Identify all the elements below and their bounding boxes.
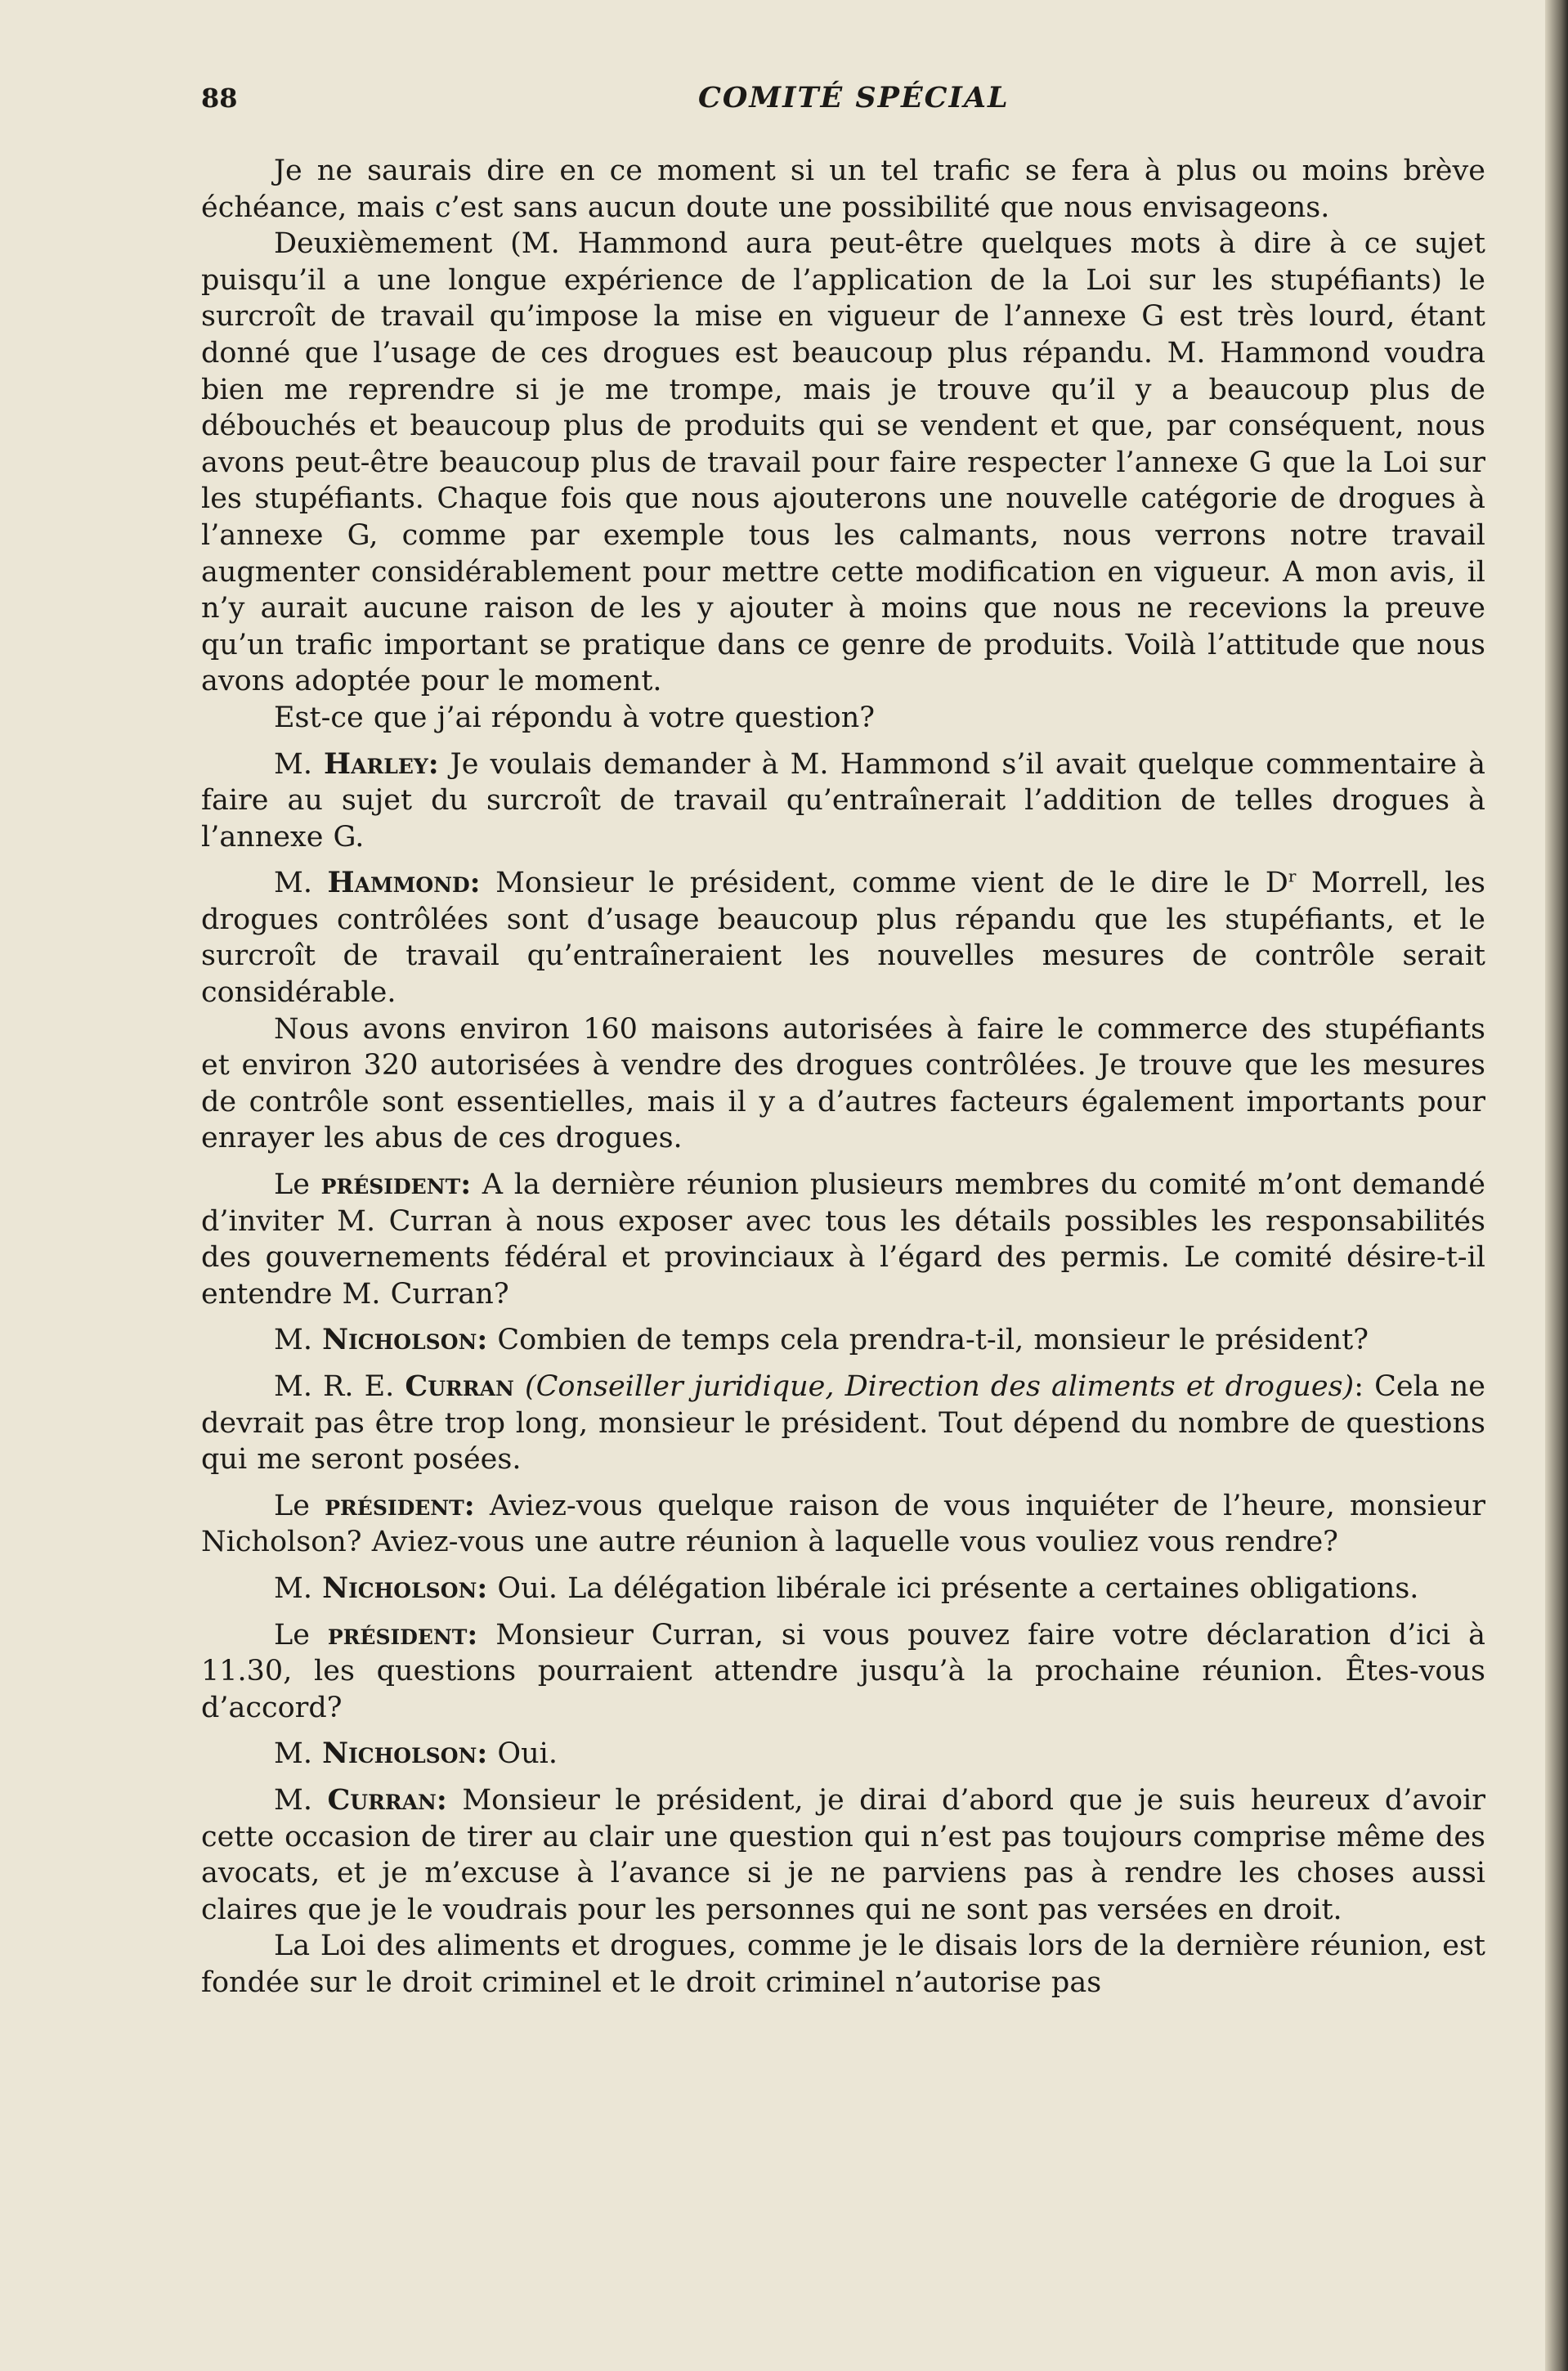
speaker-prefix: Le: [274, 1168, 321, 1202]
speaker-paragraph: [201, 1782, 1485, 1928]
speaker-name: Harley:: [324, 746, 439, 781]
speaker-paragraph: [201, 1736, 1485, 1773]
speaker-prefix: M.: [274, 1737, 323, 1771]
speaker-prefix: Le: [274, 1489, 325, 1522]
speaker-title: (Conseiller juridique, Direction des aliments et drogues): [524, 1370, 1355, 1403]
speaker-prefix: M.: [274, 747, 324, 781]
paragraph: [201, 153, 1485, 226]
superscript: r: [1288, 866, 1297, 886]
speaker-paragraph: [201, 1322, 1485, 1359]
speaker-paragraph: [201, 1617, 1485, 1727]
paragraph-text: : Cela ne devrait pas être trop long, monsieur le président. Tout dépend du nombre de questions qui me seront posées.: [201, 1370, 1485, 1477]
speaker-paragraph: [201, 865, 1485, 1011]
paragraph: [201, 1928, 1485, 2001]
paragraph: [201, 700, 1485, 737]
speaker-name: Curran:: [327, 1782, 447, 1817]
paragraph-text: Combien de temps cela prendra-t-il, monsieur le président?: [487, 1324, 1369, 1357]
paragraph-text: Oui. La délégation libérale ici présente a certaines obligations.: [487, 1571, 1419, 1605]
body-text: [201, 153, 1485, 2001]
paragraph-text: Morrell, les drogues contrôlées sont d’usage beaucoup plus répandu que les stupéfiants, et le surcroît de travail qu’entraîneraient les nouvelles mesures de contrôle serait considérable.: [201, 867, 1485, 1010]
speaker-paragraph: [201, 1488, 1485, 1561]
speaker-name: président:: [320, 1168, 472, 1202]
paragraph-text: Est-ce que j’ai répondu à votre question?: [274, 701, 876, 734]
speaker-prefix: Le: [274, 1618, 328, 1652]
speaker-prefix: M. R. E.: [274, 1370, 405, 1403]
speaker-name: Hammond:: [327, 866, 481, 900]
speaker-name: Curran: [405, 1369, 514, 1403]
paragraph-text: Monsieur le président, je dirai d’abord que je suis heureux d’avoir cette occasion de tirer au clair une question qui n’est pas toujours comprise même des avocats, et je m’excuse à l’avance si je ne parviens pas à rendre les choses aussi claires que je le voudrais pour les personnes qui ne sont pas versées en droit.: [201, 1783, 1486, 1926]
paragraph-text: Je voulais demander à M. Hammond s’il avait quelque commentaire à faire au sujet du surcroît de travail qu’entraînerait l’addition de telles drogues à l’annexe G.: [201, 747, 1485, 854]
running-title: COMITÉ SPÉCIAL: [698, 81, 1010, 114]
speaker-prefix: M.: [274, 1571, 323, 1605]
paragraph-text: Monsieur le président, comme vient de le dire le D: [480, 867, 1288, 900]
speaker-paragraph: [201, 1369, 1485, 1478]
paragraph-text: Nous avons environ 160 maisons autorisées à faire le commerce des stupéfiants et environ 320 autorisées à vendre des drogues contrôlées. Je trouve que les mesures de contrôle sont essentielles, mais il y a d’autres facteurs également importants pour enrayer les abus de ces drogues.: [201, 1012, 1485, 1155]
paragraph: [201, 226, 1485, 700]
speaker-prefix: M.: [274, 867, 328, 900]
paragraph-text: Aviez-vous quelque raison de vous inquiéter de l’heure, monsieur Nicholson? Aviez-vous une autre réunion à laquelle vous vouliez vous rendre?: [201, 1489, 1485, 1559]
speaker-paragraph: [201, 1167, 1485, 1312]
paragraph-text: Oui.: [487, 1737, 558, 1771]
speaker-name: président:: [327, 1617, 478, 1652]
speaker-name: Nicholson:: [322, 1323, 488, 1357]
speaker-name: Nicholson:: [322, 1737, 488, 1771]
speaker-prefix: M.: [274, 1783, 328, 1817]
page-number: 88: [201, 83, 238, 114]
paragraph: [201, 1011, 1485, 1157]
binding-gutter: [1545, 0, 1568, 2371]
paragraph-text: La Loi des aliments et drogues, comme je le disais lors de la dernière réunion, est fondée sur le droit criminel et le droit criminel n’autorise pas: [201, 1930, 1485, 1999]
speaker-paragraph: [201, 746, 1485, 856]
speaker-prefix: M.: [274, 1324, 323, 1357]
paragraph-text: Monsieur Curran, si vous pouvez faire votre déclaration d’ici à 11.30, les questions pourraient attendre jusqu’à la prochaine réunion. Êtes-vous d’accord?: [201, 1618, 1485, 1724]
page-header: [201, 78, 1485, 118]
speaker-name: président:: [325, 1488, 475, 1522]
paragraph-text: Je ne saurais dire en ce moment si un tel trafic se fera à plus ou moins brève échéance, mais c’est sans aucun doute une possibilité que nous envisageons.: [201, 155, 1485, 224]
speaker-paragraph: [201, 1571, 1485, 1607]
speaker-name: Nicholson:: [322, 1571, 488, 1605]
paragraph-text: A la dernière réunion plusieurs membres du comité m’ont demandé d’inviter M. Curran à nous exposer avec tous les détails possibles les responsabilités des gouvernements fédéral et provinciaux à l’égard des permis. Le comité désire-t-il entendre M. Curran?: [201, 1168, 1485, 1311]
paragraph-text: Deuxièmement (M. Hammond aura peut-être quelques mots à dire à ce sujet puisqu’il a une longue expérience de l’application de la Loi sur les stupéfiants) le surcroît de travail qu’impose la mise en vigueur de l’annexe G est très lourd, étant donné que l’usage de ces drogues est beaucoup plus répandu. M. Hammond voudra bien me reprendre si je me trompe, mais je trouve qu’il y a beaucoup plus de débouchés et beaucoup plus de produits qui se vendent et que, par conséquent, nous avons peut-être beaucoup plus de travail pour faire respecter l’annexe G que la Loi sur les stupéfiants. Chaque fois que nous ajouterons une nouvelle catégorie de drogues à l’annexe G, comme par exemple tous les calmants, nous verrons notre travail augmenter considérablement pour mettre cette modification en vigueur. A mon avis, il n’y aurait aucune raison de les y ajouter à moins que nous ne recevions la preuve qu’un trafic important se pratique dans ce genre de produits. Voilà l’attitude que nous avons adoptée pour le moment.: [201, 227, 1485, 698]
